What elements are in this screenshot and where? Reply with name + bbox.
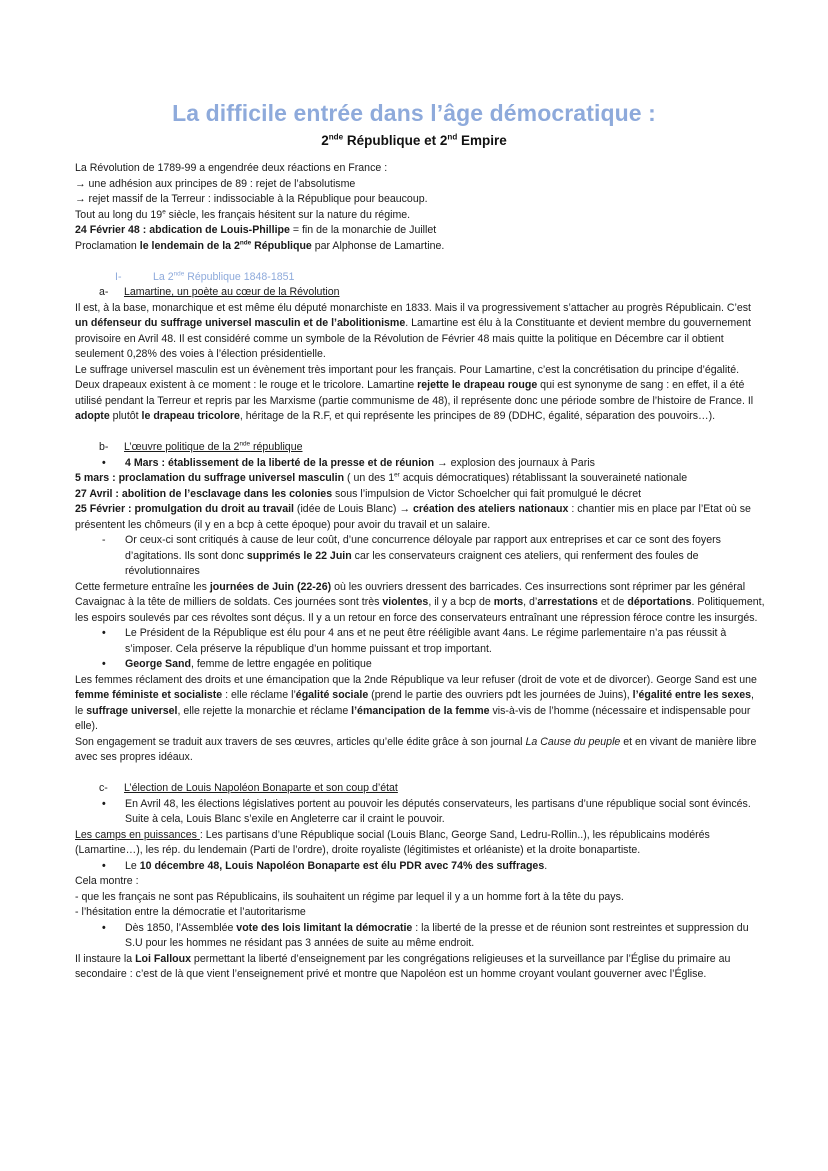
- intro-line: Proclamation le lendemain de la 2nde République par Alphonse de Lamartine.: [75, 238, 445, 252]
- intro-line: 24 Février 48 : abdication de Louis-Phillipe = fin de la monarchie de Juillet: [75, 224, 437, 236]
- subtitle-sup: nde: [328, 132, 344, 142]
- paragraph: Le suffrage universel masculin est un évènement très important pour les français. Pour Lamartine, c’est la concrétisation du principe d’égalité.: [75, 363, 740, 376]
- paragraph: - que les français ne sont pas Républicains, ils souhaitent un régime par lequel il y a un homme fort à la tête du pays.: [75, 890, 624, 903]
- paragraph: Il est, à la base, monarchique et est même élu député monarchiste en 1833. Mais il va progressivement s’attacher au progrès Républicain. C’est un défenseur du suffrage universel masculin et de l’abolitionisme. Lamartine est élu à la Constituante et devient membre du gouvernement provisoire en Avril 48. Il est considéré comme un symbole de la Révolution de Février 48 mais quitte la politique en Décembre car il obtient seulement 0,28% des voies à l’élection présidentielle.: [75, 301, 751, 360]
- subtitle-part: 2: [321, 133, 329, 148]
- document-body: [75, 161, 765, 983]
- subsection-heading-a: a- Lamartine, un poète au cœur de la Révolution: [99, 286, 340, 298]
- subtitle-part: Empire: [457, 133, 507, 148]
- bullet-item: • George Sand, femme de lettre engagée en politique: [75, 657, 765, 673]
- paragraph: - l’hésitation entre la démocratie et l’autoritarisme: [75, 906, 306, 918]
- document-subtitle: [0, 133, 828, 148]
- subsection-heading-b: b- L’œuvre politique de la 2nde république: [99, 440, 303, 453]
- intro-line: → rejet massif de la Terreur : indissociable à la République pour beaucoup.: [75, 193, 428, 205]
- paragraph: Cela montre :: [75, 875, 139, 887]
- bullet-item: • 4 Mars : établissement de la liberté de la presse et de réunion → explosion des journaux à Paris: [75, 456, 765, 472]
- paragraph: Deux drapeaux existent à ce moment : le rouge et le tricolore. Lamartine rejette le drapeau rouge qui est synonyme de sang : en effet, il a été utilisé pendant la Terreur et repris par les Marxisme (partie communisme de 48), il représente donc une période sombre de l’histoire de France. Il adopte plutôt le drapeau tricolore, héritage de la R.F, et qui représente les principes de 89 (DDHC, égalité, séparation des pouvoirs…).: [75, 379, 754, 422]
- paragraph: Son engagement se traduit aux travers de ses œuvres, articles qu’elle édite grâce à son journal La Cause du peuple et en vivant de manière libre avec ses propres idéaux.: [75, 735, 757, 763]
- subsection-heading-c: c- L’élection de Louis Napoléon Bonaparte et son coup d’état: [99, 782, 398, 794]
- intro-line: La Révolution de 1789-99 a engendrée deux réactions en France :: [75, 162, 388, 174]
- bullet-item: • Le 10 décembre 48, Louis Napoléon Bonaparte est élu PDR avec 74% des suffrages.: [75, 859, 765, 875]
- document-title: La difficile entrée dans l’âge démocratique :: [172, 100, 656, 126]
- intro-line: Tout au long du 19e siècle, les français hésitent sur la nature du régime.: [75, 207, 411, 221]
- paragraph: Cette fermeture entraîne les journées de Juin (22-26) où les ouvriers dressent des barricades. Ces insurrections sont réprimer par les général Cavaignac à la tête de milliers de soldats. Ces journées sont très violentes, il y a bcp de morts, d’arrestations et de déportations. Politiquement, les espoirs soulevés par ces révoltes sont déçus. Il y a un retour en force des conservateurs entraînant une répression féroce contre les insurgés.: [75, 580, 765, 624]
- bullet-item: • Le Président de la République est élu pour 4 ans et ne peut être rééligible avant 4ans. Le régime parlementaire n’a pas réussit à s’imposer. Cela préserve la république d’un homme puissant et trop important.: [75, 626, 765, 657]
- dash-item: - Or ceux-ci sont critiqués à cause de leur coût, d’une concurrence déloyale par rapport aux entreprises et car ce sont des foyers d’agitations. Ils sont donc supprimés le 22 Juin car les conservateurs craignent ces ateliers, qui renferment des foules de révolutionnaires: [75, 533, 765, 580]
- intro-line: → une adhésion aux principes de 89 : rejet de l’absolutisme: [75, 177, 356, 190]
- paragraph: 5 mars : proclamation du suffrage universel masculin ( un des 1er acquis démocratiques) rétablissant la souveraineté nationale: [75, 471, 688, 484]
- bullet-item: • En Avril 48, les élections législatives portent au pouvoir les députés conservateurs, les partisans d’une république social sont évincés. Suite à cela, Louis Blanc s’exile en Angleterre car il craint le pouvoir.: [75, 797, 765, 828]
- paragraph: Les camps en puissances : Les partisans d’une République social (Louis Blanc, George Sand, Ledru-Rollin..), les républicains modérés (Lamartine…), les rép. du lendemain (Parti de l’ordre), droite royaliste (légitimistes et orléaniste) et la droite bonapartiste.: [75, 828, 710, 856]
- paragraph: Les femmes réclament des droits et une émancipation que la 2nde République va leur refuser (droit de vote et de divorcer). George Sand est une femme féministe et socialiste : elle réclame l’égalité sociale (prend le partie des ouvriers pdt les journées de Juins), l’égalité entre les sexes, le suffrage universel, elle rejette la monarchie et réclame l’émancipation de la femme vis-à-vis de l’homme (nécessaire et indispensable pour elle).: [75, 673, 757, 732]
- subtitle-sup: nd: [447, 132, 458, 142]
- paragraph: 27 Avril : abolition de l’esclavage dans les colonies sous l’impulsion de Victor Schoelcher qui fait promulgué le décret: [75, 487, 642, 500]
- paragraph: 25 Février : promulgation du droit au travail (idée de Louis Blanc) → création des ateliers nationaux : chantier mis en place par l’Etat où se présentent les chômeurs (il y en a bcp à cette époque) pour avoir du travail et un salaire.: [75, 503, 751, 531]
- paragraph: Il instaure la Loi Falloux permettant la liberté d’enseignement par les congrégations religieuses et la surveillance par l’Église du primaire au secondaire : c’est de là que vient l’enseignement privé et montre que Napoléon est un homme croyant voulant gouverner avec l’Église.: [75, 952, 731, 980]
- bullet-item: • Dès 1850, l’Assemblée vote des lois limitant la démocratie : la liberté de la presse et de réunion sont restreintes et suppression du S.U pour les hommes ne résidant pas 3 années de suite au même endroit.: [75, 921, 765, 952]
- section-heading-1: I- La 2nde République 1848-1851: [115, 269, 295, 283]
- subtitle-part: République et 2: [343, 133, 448, 148]
